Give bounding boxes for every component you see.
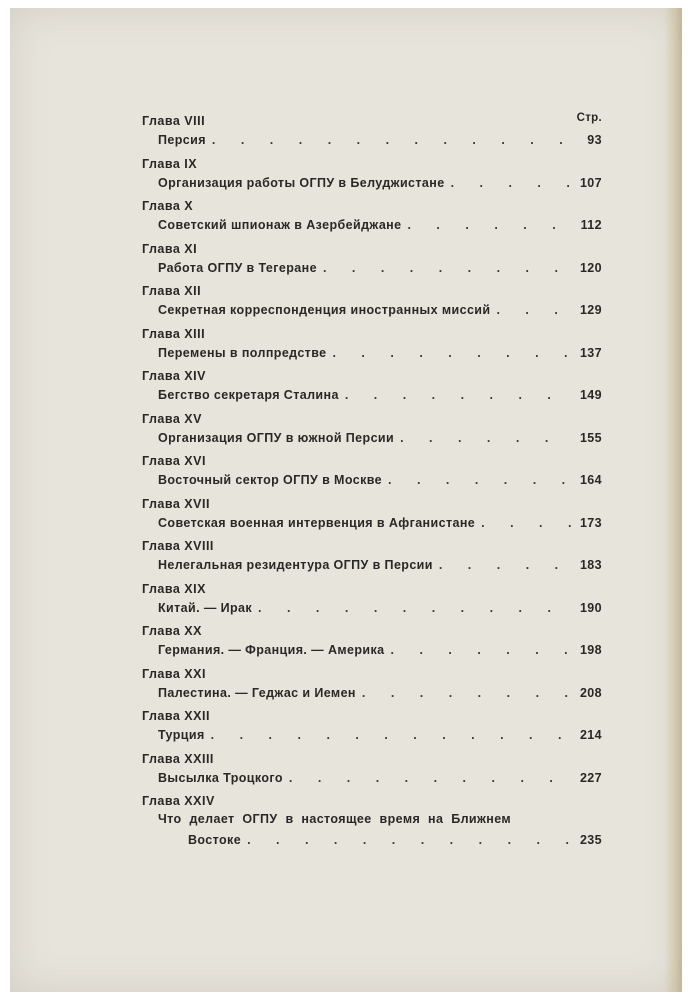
chapter-entry-line	[158, 600, 602, 616]
chapter-label: Глава X	[142, 199, 194, 213]
chapter-page-number: 93	[587, 133, 602, 147]
chapter-title: Персия	[158, 133, 206, 147]
chapter-entry-line	[158, 642, 602, 658]
chapter-title: Секретная корреспонденция иностранных миссий	[158, 303, 491, 317]
dot-leader	[323, 260, 572, 276]
dot-leader	[258, 600, 572, 616]
chapter-entry-line	[158, 387, 602, 403]
dot-leader	[289, 770, 572, 786]
dot-leader	[388, 472, 572, 488]
chapter-label: Глава XXII	[142, 709, 210, 723]
chapter-page-number: 235	[579, 833, 602, 847]
dot-leader	[496, 302, 572, 318]
chapter-page-number: 173	[579, 515, 602, 530]
dot-leader	[362, 685, 572, 701]
chapter-title: Организация ОГПУ в южной Персии	[158, 430, 395, 445]
chapter-entry-line	[188, 832, 602, 848]
toc-chapter	[132, 369, 602, 428]
chapter-label: Глава XXIII	[142, 751, 214, 766]
chapter-title-line1: Что делает ОГПУ в настоящее время на Ближнем	[158, 812, 512, 826]
chapter-entry-line	[158, 345, 602, 361]
chapter-entry-line	[158, 515, 602, 531]
toc-chapter	[132, 199, 602, 258]
book-page	[10, 8, 682, 992]
chapter-label: Глава XV	[142, 411, 202, 426]
chapter-label: Глава XVI	[142, 454, 206, 468]
chapter-label: Глава XIV	[142, 369, 206, 383]
chapter-title: Работа ОГПУ в Тегеране	[158, 260, 317, 275]
chapter-entry-line	[158, 175, 602, 191]
chapter-title: Бегство секретаря Сталина	[158, 388, 339, 402]
chapter-label: Глава XVIII	[142, 539, 214, 553]
chapter-title-line2: Востоке	[188, 833, 242, 847]
dot-leader	[212, 132, 572, 148]
chapter-entry-line	[158, 770, 602, 786]
chapter-title: Советский шпионаж в Азербейджане	[158, 218, 402, 232]
chapter-label: Глава XXIV	[142, 794, 215, 808]
chapter-entry-line	[158, 430, 602, 446]
dot-leader	[481, 515, 572, 531]
chapter-page-number: 214	[579, 728, 602, 742]
chapter-label: Глава XII	[142, 284, 202, 298]
chapter-label: Глава XI	[142, 241, 198, 256]
chapter-page-number: 112	[580, 218, 602, 232]
chapter-entry-line	[158, 557, 602, 573]
chapter-title: Организация работы ОГПУ в Белуджистане	[158, 175, 445, 190]
toc-chapter	[132, 156, 602, 216]
chapter-title: Советская военная интервенция в Афганистане	[158, 515, 476, 530]
dot-leader	[332, 345, 572, 361]
chapter-page-number: 190	[579, 600, 602, 615]
chapter-title: Китай. — Ирак	[158, 600, 253, 615]
chapter-title: Перемены в полпредстве	[158, 345, 327, 360]
chapter-page-number: 120	[579, 260, 602, 275]
chapter-page-number: 198	[579, 643, 602, 657]
toc-chapter-last	[132, 794, 602, 860]
toc-chapter	[132, 581, 602, 641]
chapter-entry-line	[158, 260, 602, 276]
dot-leader	[247, 832, 572, 848]
chapter-entry-line	[158, 302, 602, 318]
chapter-page-number: 129	[579, 303, 602, 317]
chapter-page-number: 155	[579, 430, 602, 445]
chapter-label: Глава XVII	[142, 496, 210, 511]
chapter-title: Турция	[158, 728, 205, 742]
chapter-list	[132, 114, 602, 810]
dot-leader	[439, 557, 572, 573]
chapter-page-number: 149	[579, 388, 602, 402]
chapter-page-number: 227	[579, 770, 602, 785]
chapter-title: Палестина. — Геджас и Иемен	[158, 685, 356, 700]
chapter-page-number: 164	[579, 473, 602, 487]
chapter-page-number: 208	[579, 685, 602, 700]
chapter-entry-line	[158, 727, 602, 743]
chapter-label: Глава IX	[142, 156, 198, 171]
page-edge-shadow	[664, 8, 682, 992]
table-of-contents	[132, 112, 602, 860]
chapter-title: Высылка Троцкого	[158, 770, 283, 785]
chapter-entry-line	[158, 217, 602, 233]
toc-chapter	[132, 241, 602, 301]
dot-leader	[391, 642, 573, 658]
page-column-label: Стр.	[576, 112, 602, 124]
dot-leader	[400, 430, 572, 446]
chapter-page-number: 183	[579, 558, 602, 572]
chapter-page-number: 107	[579, 175, 602, 190]
chapter-title: Германия. — Франция. — Америка	[158, 643, 385, 657]
dot-leader	[407, 217, 572, 233]
chapter-entry-line	[158, 472, 602, 488]
dot-leader	[451, 175, 572, 191]
chapter-page-number: 137	[579, 345, 602, 360]
chapter-label: Глава XX	[142, 624, 202, 638]
chapter-label: Глава VIII	[142, 114, 206, 128]
chapter-title: Восточный сектор ОГПУ в Москве	[158, 473, 382, 487]
dot-leader	[345, 387, 572, 403]
chapter-entry-line	[158, 132, 602, 148]
chapter-title: Нелегальная резидентура ОГПУ в Персии	[158, 558, 433, 572]
chapter-label: Глава XXI	[142, 666, 206, 681]
dot-leader	[211, 727, 572, 743]
chapter-label: Глава XIII	[142, 326, 206, 341]
chapter-entry-line	[158, 685, 602, 701]
chapter-label: Глава XIX	[142, 581, 206, 596]
